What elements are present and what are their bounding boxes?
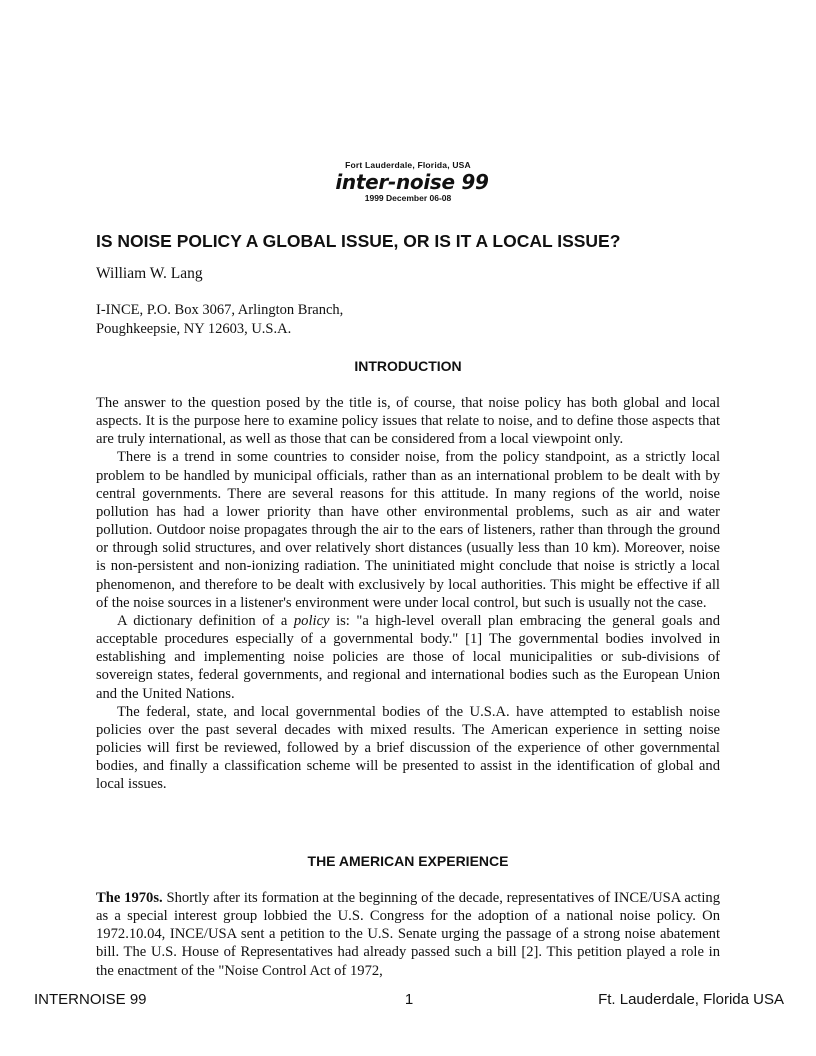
american-paragraph-1 xyxy=(96,889,720,980)
footer-page-number: 1 xyxy=(404,991,414,1008)
paragraph-3-start: A dictionary definition of a xyxy=(117,612,294,629)
author-affiliation xyxy=(96,301,343,339)
paper-title: IS NOISE POLICY A GLOBAL ISSUE, OR IS IT A LOCAL ISSUE? xyxy=(96,231,621,251)
footer-location: Ft. Lauderdale, Florida USA xyxy=(598,991,784,1008)
introduction-heading: INTRODUCTION xyxy=(354,358,462,374)
introduction-paragraph-1: The answer to the question posed by the title is, of course, that noise policy has both global and local aspects. It is the purpose here to examine policy issues that relate to noise, and to define those aspects that are truly international, as well as those that can be considered from a local viewpoint only. xyxy=(96,395,720,448)
american-paragraph-1-text: Shortly after its formation at the beginning of the decade, representatives of INCE/USA acting as a special interest group lobbied the U.S. Congress for the adoption of a national noise policy. On 1972.10.04, INCE/USA sent a petition to the U.S. Senate urging the passage of a strong noise abatement bill. The U.S. House of Representatives had already passed such a bill [2]. This petition played a role in the enactment of the "Noise Control Act of 1972, xyxy=(96,890,720,979)
paragraph-3-rest: is: "a high-level overall plan embracing the general goals and acceptable procedures especially of a governmental body." [1] The governmental bodies involved in establishing and implementing noise policies are those of local municipalities or sub-divisions of sovereign states, federal governments, and regional and international bodies such as the European Union and the United Nations. xyxy=(96,612,720,702)
subheading-1970s: The 1970s. xyxy=(96,890,163,906)
page-footer xyxy=(34,990,784,1010)
introduction-paragraph-4: The federal, state, and local governmental bodies of the U.S.A. have attempted to establish noise policies over the past several decades with mixed results. The American experience in setting noise policies will first be reviewed, followed by a brief discussion of the experience of other governmental bodies, and finally a classification scheme will be presented to assist in the identification of global and local issues. xyxy=(96,703,720,793)
footer-conference: INTERNOISE 99 xyxy=(34,991,147,1008)
affiliation-line-2: Poughkeepsie, NY 12603, U.S.A. xyxy=(96,321,292,337)
american-experience-body xyxy=(96,889,720,980)
paper-author: William W. Lang xyxy=(96,265,203,282)
american-experience-heading: THE AMERICAN EXPERIENCE xyxy=(307,853,509,869)
introduction-paragraph-2: There is a trend in some countries to consider noise, from the policy standpoint, as a strictly local problem to be handled by municipal officials, rather than as an international problem to be dealt with by central governments. There are several reasons for this attitude. In many regions of the world, noise pollution has had a lower priority than have other environmental problems, such as air and water pollution. Outdoor noise propagates through the air to the ears of listeners, rather than through the ground or through solid structures, and over relatively short distances (usually less than 10 km). Moreover, noise is non-persistent and non-ionizing radiation. The uninitiated might conclude that noise is strictly a local phenomenon, and therefore to be dealt with exclusively by local authorities. This might be effective if all of the noise sources in a listener's environment were under local control, but such is usually not the case. xyxy=(96,449,720,611)
policy-italic-term: policy xyxy=(293,612,330,629)
conference-logo xyxy=(0,160,816,203)
affiliation-line-1: I-INCE, P.O. Box 3067, Arlington Branch, xyxy=(96,302,344,318)
conference-dates: 1999 December 06-08 xyxy=(364,193,452,203)
introduction-paragraph-3 xyxy=(96,612,720,703)
conference-location: Fort Lauderdale, Florida, USA xyxy=(345,160,471,170)
conference-name: inter-noise 99 xyxy=(335,170,489,194)
introduction-body xyxy=(96,394,720,793)
